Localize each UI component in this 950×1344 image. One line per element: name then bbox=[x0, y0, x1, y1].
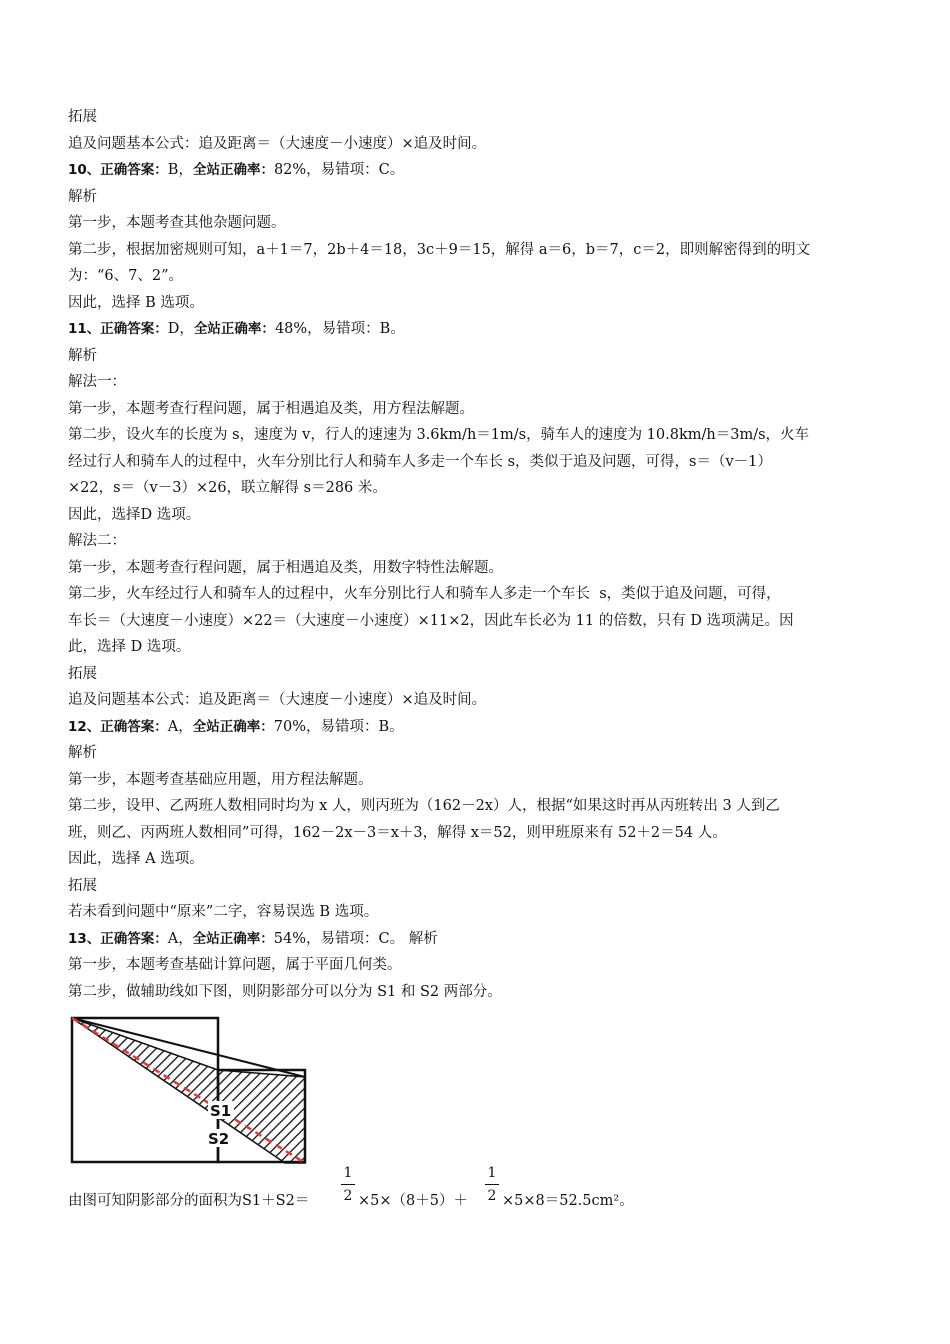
method-heading: 解法一： bbox=[68, 374, 126, 390]
answer-label: 正确答案： bbox=[100, 930, 168, 947]
answer-value: A， bbox=[167, 930, 193, 947]
accuracy-value: 70%，易错项：B。 bbox=[273, 718, 404, 735]
accuracy-value: 48%，易错项：B。 bbox=[274, 321, 405, 337]
area-formula bbox=[68, 1165, 888, 1211]
paragraph: 因此，选择 A 选项。 bbox=[68, 851, 204, 867]
paragraph: 班，则乙、丙两班人数相同”可得，162－2x－3＝x＋3，解得 x＝52，则甲班原来有 52＋2＝54 人。 bbox=[68, 824, 727, 841]
method-heading: 解法二： bbox=[68, 533, 126, 549]
formula-suffix: ×5×8＝52.5cm²。 bbox=[502, 1193, 634, 1209]
accuracy-label: 全站正确率： bbox=[192, 718, 274, 735]
paragraph: 第一步，本题考查基础应用题，用方程法解题。 bbox=[68, 771, 373, 788]
paragraph: 追及问题基本公式：追及距离＝（大速度－小速度）×追及时间。 bbox=[68, 692, 487, 708]
section-heading-extension: 拓展 bbox=[68, 665, 97, 682]
answer-value: B， bbox=[167, 162, 193, 178]
paragraph: 经过行人和骑车人的过程中，火车分别比行人和骑车人多走一个车长 s，类似于追及问题，可得，s＝（v－1） bbox=[68, 453, 772, 470]
label-s2: S2 bbox=[208, 1130, 230, 1148]
answer-label: 正确答案： bbox=[100, 321, 168, 337]
paragraph: 车长＝（大速度－小速度）×22＝（大速度－小速度）×11×2，因此车长必为 11 的倍数，只有 D 选项满足。因 bbox=[68, 612, 794, 629]
geometry-diagram bbox=[70, 1015, 310, 1165]
fraction-one-half bbox=[341, 1165, 355, 1204]
accuracy-label: 全站正确率： bbox=[193, 321, 275, 337]
fraction-denominator: 2 bbox=[487, 1188, 497, 1204]
paragraph: 第二步，设火车的长度为 s，速度为 v，行人的速速为 3.6km/h＝1m/s，骑车人的速度为 10.8km/h＝3m/s，火车 bbox=[68, 427, 810, 443]
answer-label: 正确答案： bbox=[100, 162, 168, 178]
question-number: 13、 bbox=[68, 930, 101, 947]
fraction-numerator: 1 bbox=[487, 1165, 497, 1181]
paragraph: 第一步，本题考查行程问题，属于相遇追及类，用方程法解题。 bbox=[68, 400, 474, 417]
formula-middle: ×5×（8＋5）＋ bbox=[358, 1193, 468, 1209]
question-number: 11、 bbox=[68, 321, 101, 337]
answer-line-q12 bbox=[68, 714, 888, 741]
answer-value: A， bbox=[167, 718, 193, 735]
paragraph: 第一步，本题考查基础计算问题，属于平面几何类。 bbox=[68, 957, 402, 973]
paragraph: 为：“6、7、2”。 bbox=[68, 268, 184, 284]
document-page bbox=[68, 104, 888, 1211]
paragraph: 第二步，设甲、乙两班人数相同时均为 x 人，则丙班为（162－2x）人，根据“如果这时再从丙班转出 3 人到乙 bbox=[68, 798, 780, 814]
accuracy-label: 全站正确率： bbox=[192, 162, 274, 178]
paragraph: 因此，选择 B 选项。 bbox=[68, 294, 204, 311]
accuracy-label: 全站正确率： bbox=[192, 930, 274, 947]
geometry-figure bbox=[70, 1015, 310, 1165]
paragraph: 因此，选择D 选项。 bbox=[68, 506, 201, 523]
accuracy-value: 82%，易错项：C。 bbox=[273, 162, 405, 178]
section-heading-analysis: 解析 bbox=[68, 745, 97, 761]
answer-label: 正确答案： bbox=[100, 718, 168, 735]
section-heading-analysis: 解析 bbox=[68, 347, 97, 364]
fraction-numerator: 1 bbox=[343, 1165, 353, 1181]
paragraph: 第二步，火车经过行人和骑车人的过程中，火车分别比行人和骑车人多走一个车长 s，类似于追及问题，可得， bbox=[68, 586, 781, 602]
paragraph: ×22，s＝（v－3）×26，联立解得 s＝286 米。 bbox=[68, 480, 387, 496]
question-number: 10、 bbox=[68, 162, 101, 178]
fraction-one-half bbox=[485, 1165, 499, 1204]
paragraph: 此，选择 D 选项。 bbox=[68, 639, 191, 655]
fraction-denominator: 2 bbox=[343, 1188, 353, 1204]
section-heading-extension: 拓展 bbox=[68, 109, 97, 125]
answer-line-q11 bbox=[68, 316, 888, 343]
answer-value: D， bbox=[167, 321, 194, 337]
paragraph: 第一步，本题考查其他杂题问题。 bbox=[68, 215, 286, 231]
paragraph: 第一步，本题考查行程问题，属于相遇追及类，用数字特性法解题。 bbox=[68, 559, 503, 576]
formula-prefix: 由图可知阴影部分的面积为S1＋S2＝ bbox=[68, 1193, 310, 1209]
paragraph: 若未看到问题中“原来”二字，容易误选 B 选项。 bbox=[68, 904, 379, 920]
paragraph: 第二步，根据加密规则可知，a＋1＝7，2b＋4＝18，3c＋9＝15，解得 a＝6，b＝7，c＝2，即则解密得到的明文 bbox=[68, 241, 811, 258]
section-heading-analysis: 解析 bbox=[68, 188, 97, 205]
question-number: 12、 bbox=[68, 718, 101, 735]
section-heading-extension: 拓展 bbox=[68, 877, 97, 894]
paragraph: 追及问题基本公式：追及距离＝（大速度－小速度）×追及时间。 bbox=[68, 135, 487, 152]
answer-line-q10 bbox=[68, 157, 888, 184]
paragraph: 第二步，做辅助线如下图，则阴影部分可以分为 S1 和 S2 两部分。 bbox=[68, 983, 502, 1000]
answer-line-q13 bbox=[68, 926, 888, 953]
accuracy-value: 54%，易错项：C。 解析 bbox=[273, 930, 438, 947]
label-s1: S1 bbox=[210, 1102, 232, 1120]
